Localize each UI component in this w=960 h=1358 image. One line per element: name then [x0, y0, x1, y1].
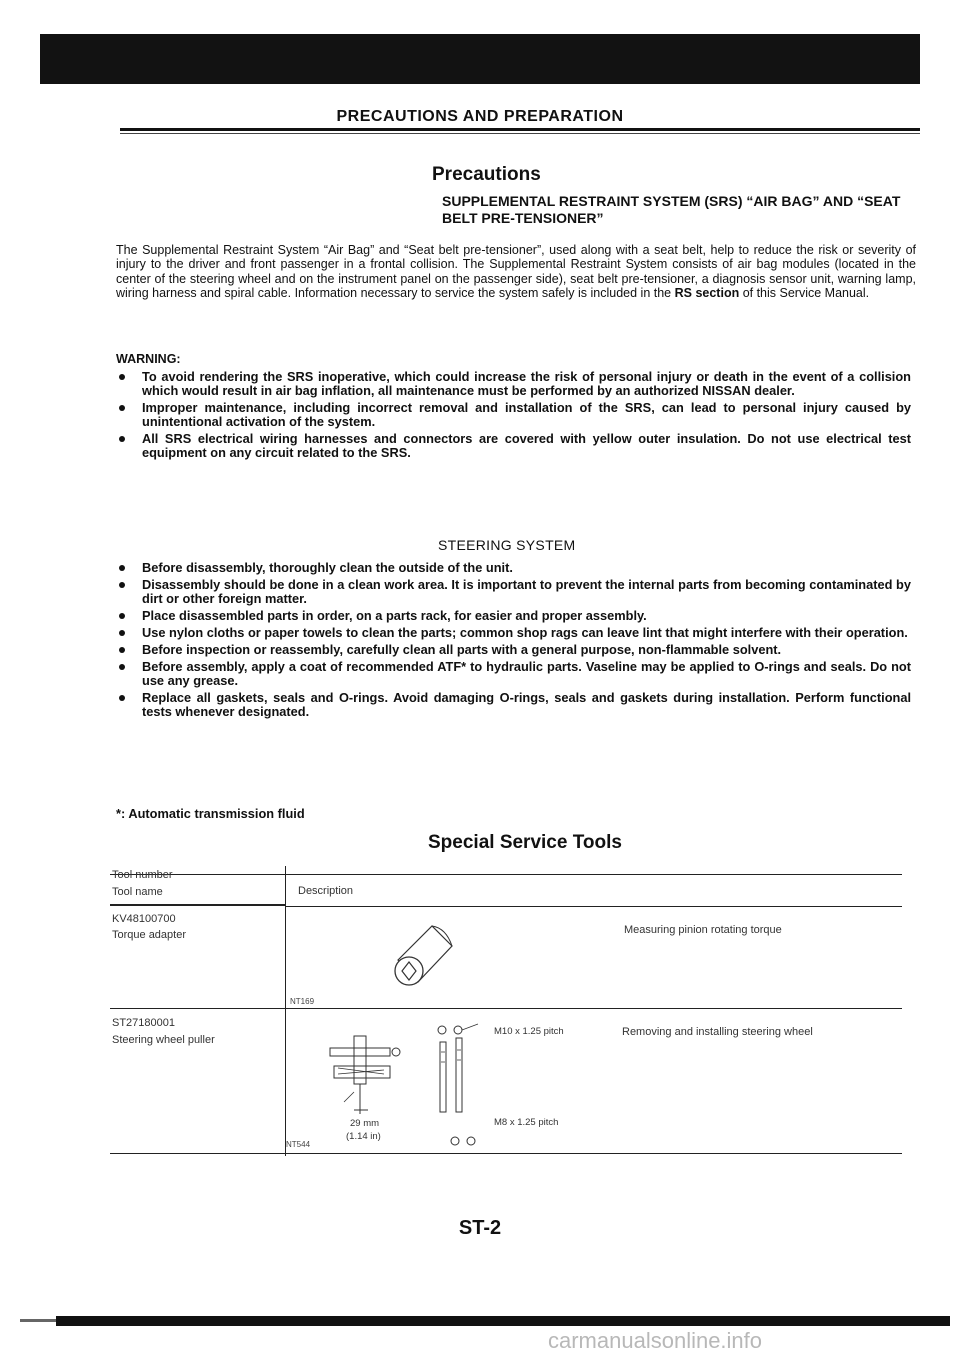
- page-title: PRECAUTIONS AND PREPARATION: [336, 108, 624, 125]
- srs-intro-paragraph: [116, 243, 916, 301]
- footer-band-tail: [20, 1319, 60, 1322]
- precautions-heading: Precautions: [432, 164, 541, 185]
- steering-item: Disassembly should be done in a clean work area. It is important to prevent the internal parts from becoming contaminated by dirt or other foreign matter.: [116, 578, 911, 606]
- atf-footnote: *: Automatic transmission fluid: [116, 806, 305, 821]
- tool-number: KV48100700: [112, 913, 176, 925]
- tool-description: Measuring pinion rotating torque: [624, 924, 782, 936]
- steering-item: Before disassembly, thoroughly clean the outside of the unit.: [116, 561, 911, 575]
- special-service-tools-heading: Special Service Tools: [428, 832, 622, 853]
- steering-precaution-list: [116, 561, 911, 722]
- special-tools-table: [110, 866, 902, 1166]
- torque-adapter-illustration: [388, 922, 458, 1004]
- srs-intro-end: of this Service Manual.: [739, 286, 870, 301]
- table-bottom-rule: [110, 1153, 902, 1154]
- header-tool-number: Tool number: [112, 869, 173, 881]
- steering-system-heading: STEERING SYSTEM: [438, 537, 576, 553]
- bolt-m8-spec: M8 x 1.25 pitch: [494, 1117, 559, 1128]
- watermark-text: carmanualsonline.info: [548, 1328, 763, 1353]
- title-rule: [120, 128, 920, 131]
- steering-item: Use nylon cloths or paper towels to clean the parts; common shop rags can leave lint that might interfere with their operation.: [116, 626, 911, 640]
- steering-item: Before inspection or reassembly, carefully clean all parts with a general purpose, non-flammable solvent.: [116, 643, 911, 657]
- figure-code: NT169: [290, 997, 315, 1006]
- header-tool-name: Tool name: [112, 886, 163, 898]
- footer-black-band: [56, 1316, 950, 1326]
- header-description: Description: [298, 885, 354, 897]
- warning-list: [116, 370, 911, 463]
- bolt-head-icons: [448, 1134, 488, 1148]
- column-divider: [285, 866, 286, 1156]
- steering-item: Place disassembled parts in order, on a parts rack, for easier and proper assembly.: [116, 609, 911, 623]
- tool-number: ST27180001: [112, 1017, 175, 1029]
- steering-item: Replace all gaskets, seals and O-rings. Avoid damaging O-rings, seals and gaskets during installation. Perform functional tests whenever designated.: [116, 691, 911, 719]
- warning-item: Improper maintenance, including incorrect removal and installation of the SRS, can lead to personal injury caused by unintentional activation of the system.: [116, 401, 911, 429]
- tool-description: Removing and installing steering wheel: [622, 1026, 813, 1038]
- warning-item: To avoid rendering the SRS inoperative, which could increase the risk of personal injury or death in the event of a collision which would result in air bag inflation, all maintenance must be performed by an authorized NISSAN dealer.: [116, 370, 911, 398]
- header-rule-right: [286, 906, 902, 907]
- puller-width-mm: 29 mm: [350, 1118, 380, 1129]
- steering-wheel-puller-illustration: [324, 1022, 494, 1122]
- puller-width-in: (1.14 in): [346, 1131, 381, 1142]
- header-black-band: [40, 34, 920, 84]
- warning-label: WARNING:: [116, 352, 181, 366]
- warning-item: All SRS electrical wiring harnesses and connectors are covered with yellow outer insulation. Do not use electrical test equipment on any circuit related to the SRS.: [116, 432, 911, 460]
- rs-section-ref: RS section: [674, 286, 740, 301]
- tool-name: Torque adapter: [112, 929, 186, 941]
- page-number: ST-2: [458, 1217, 502, 1239]
- figure-code: NT544: [286, 1140, 311, 1149]
- srs-subheading: SUPPLEMENTAL RESTRAINT SYSTEM (SRS) “AIR BAG” AND “SEAT BELT PRE-TENSIONER”: [442, 193, 901, 226]
- tool-name: Steering wheel puller: [112, 1034, 215, 1046]
- steering-item: Before assembly, apply a coat of recommended ATF* to hydraulic parts. Vaseline may be applied to O-rings and seals. Do not use any grease.: [116, 660, 911, 688]
- header-rule-left: [110, 904, 285, 906]
- row-divider: [110, 1008, 902, 1009]
- srs-intro-text: The Supplemental Restraint System “Air Bag” and “Seat belt pre-tensioner”, used along with a seat belt, help to reduce the risk or severity of injury to the driver and front passenger in a frontal collision. The Supplemental Restraint System consists of air bag modules (located in the center of the steering wheel and on the instrument panel on the passenger side), seat belt pre-tensioner, a diagnosis sensor unit, warning lamp, wiring harness and spiral cable. Information necessary to service the system safely is included in the: [116, 243, 916, 301]
- title-rule-fine: [120, 133, 920, 134]
- bolt-m10-spec: M10 x 1.25 pitch: [494, 1026, 564, 1037]
- table-top-rule: [110, 874, 902, 875]
